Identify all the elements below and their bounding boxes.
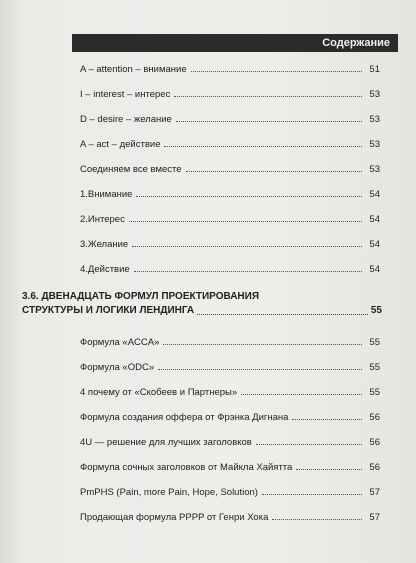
toc-entry-title: Формула сочных заголовков от Майкла Хайятта: [80, 462, 293, 473]
toc-entry: [80, 82, 380, 100]
toc-entry-page: 56: [369, 462, 380, 473]
toc-entry-page: 57: [369, 512, 380, 523]
toc-entry: [80, 505, 380, 523]
toc-entry: [80, 57, 380, 75]
leader-dots: [136, 195, 362, 197]
toc-entry-page: 54: [369, 264, 380, 275]
leader-dots: [262, 493, 362, 495]
toc-entry-title: D – desire – желание: [80, 114, 172, 125]
toc-entry: [80, 380, 380, 398]
toc-entry-title: 4U — решение для лучших заголовков: [80, 437, 252, 448]
toc-entry: [80, 257, 380, 275]
toc-entry: [80, 182, 380, 200]
toc-entry: [80, 107, 380, 125]
leader-dots: [292, 418, 362, 420]
toc-entry-title: 4.Действие: [80, 264, 130, 275]
toc-entry-page: 53: [369, 114, 380, 125]
toc-entry: [80, 455, 380, 473]
toc-entry-page: 54: [369, 239, 380, 250]
toc-entry: [80, 330, 380, 348]
toc-entry: [80, 430, 380, 448]
leader-dots: [163, 343, 362, 345]
toc-entry-page: 56: [369, 437, 380, 448]
toc-entry: [80, 355, 380, 373]
contents-header: [72, 34, 398, 52]
toc-entry-page: 55: [369, 337, 380, 348]
toc-entry: [80, 157, 380, 175]
toc-entry-page: 54: [369, 214, 380, 225]
section-heading-page: 55: [370, 305, 382, 316]
toc-entry: [80, 232, 380, 250]
toc-entry: [80, 132, 380, 150]
toc-entry-page: 53: [369, 164, 380, 175]
toc-entry-page: 56: [369, 412, 380, 423]
leader-dots: [197, 314, 368, 315]
leader-dots: [186, 170, 362, 172]
contents-header-title: Содержание: [322, 37, 390, 49]
leader-dots: [164, 145, 362, 147]
toc-entry-title: 4 почему от «Скобеев и Партнеры»: [80, 387, 238, 398]
leader-dots: [272, 518, 362, 520]
toc-entry-title: 2.Интерес: [80, 214, 125, 225]
leader-dots: [296, 468, 362, 470]
toc-entry-page: 53: [369, 89, 380, 100]
toc-entry: [80, 480, 380, 498]
toc-entry-title: Формула «ODC»: [80, 362, 155, 373]
toc-entry: [80, 207, 380, 225]
toc-entry: [80, 405, 380, 423]
leader-dots: [191, 70, 362, 72]
section-heading-line2: СТРУКТУРЫ И ЛОГИКИ ЛЕНДИНГА: [22, 305, 195, 316]
toc-entry-title: 3.Желание: [80, 239, 129, 250]
toc-entry-page: 53: [369, 139, 380, 150]
toc-entry-page: 55: [369, 387, 380, 398]
leader-dots: [129, 220, 362, 222]
toc-entry-title: 1.Внимание: [80, 189, 133, 200]
toc-entry-title: Соединяем все вместе: [80, 164, 182, 175]
section-heading: [22, 290, 382, 318]
toc-entry-page: 54: [369, 189, 380, 200]
leader-dots: [256, 443, 362, 445]
toc-entry-title: PmPHS (Pain, more Pain, Hope, Solution): [80, 487, 258, 498]
toc-entry-title: A – attention – внимание: [80, 64, 187, 75]
leader-dots: [158, 368, 362, 370]
toc-entry-page: 51: [369, 64, 380, 75]
leader-dots: [176, 120, 362, 122]
toc-entry-page: 55: [369, 362, 380, 373]
toc-entry-title: Формула «ACCA»: [80, 337, 160, 348]
toc-entry-title: A – act – действие: [80, 139, 161, 150]
toc-entry-title: I – interest – интерес: [80, 89, 171, 100]
leader-dots: [132, 245, 362, 247]
leader-dots: [241, 393, 362, 395]
leader-dots: [134, 270, 362, 272]
toc-entry-page: 57: [369, 487, 380, 498]
leader-dots: [174, 95, 362, 97]
toc-entry-title: Формула создания оффера от Фрэнка Дигнана: [80, 412, 289, 423]
toc-entry-title: Продающая формула PPPP от Генри Хока: [80, 512, 269, 523]
section-heading-line1: 3.6. ДВЕНАДЦАТЬ ФОРМУЛ ПРОЕКТИРОВАНИЯ: [22, 291, 260, 302]
